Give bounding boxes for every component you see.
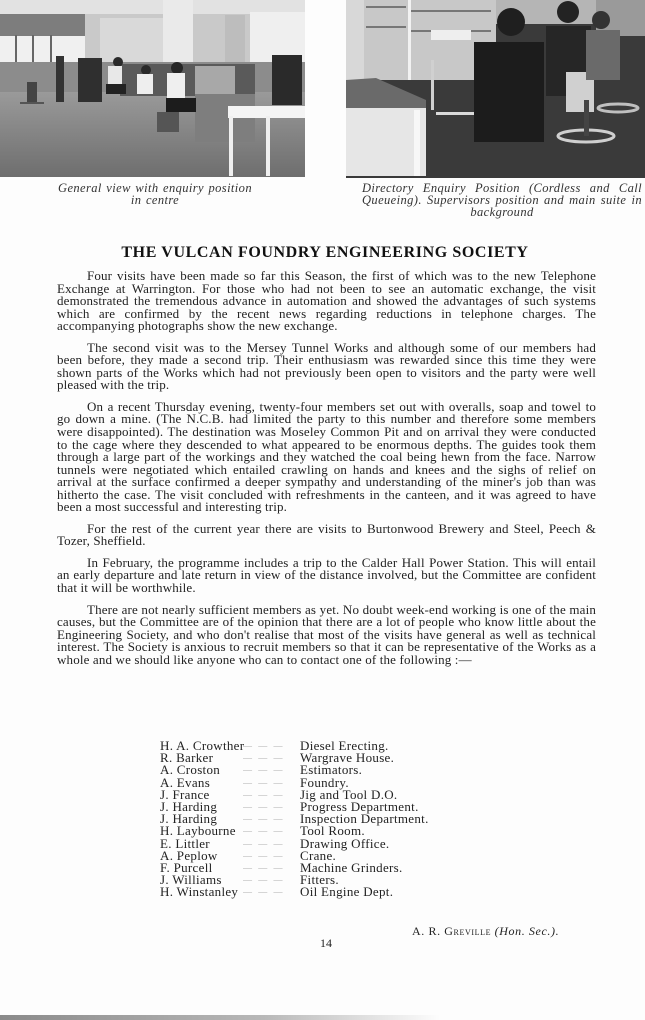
leader-dots: — — — <box>243 850 285 861</box>
contact-department: Oil Engine Dept. <box>300 884 394 900</box>
leader-dots: — — — <box>243 887 285 898</box>
photo-caption-left <box>20 182 290 206</box>
contact-name: J. France <box>160 786 210 802</box>
paragraph-calder-hall: In February, the programme includes a trip to the Calder Hall Power Station. This will entail an early departure and late return in view of the distance involved, but the Committee are confident that it will be worthwhile. <box>57 554 596 596</box>
contact-name: A. Croston <box>160 762 221 778</box>
leader-dots: — — — <box>243 741 285 751</box>
paragraph-mersey-tunnel: The second visit was to the Mersey Tunnel Works and although some of our members had been before, they made a second trip. Their enthusiasm was rewarded since this time they were shown parts of the Works which had not previously been open to visitors and the party were well pleased with the trip. <box>57 339 596 393</box>
photo-caption-left-line1: General view with enquiry position <box>58 181 252 195</box>
contact-department: Fitters. <box>300 872 339 888</box>
leader-dots: — — — <box>243 777 285 788</box>
leader-dots: — — — <box>243 789 285 800</box>
contact-department: Diesel Erecting. <box>300 738 389 753</box>
contact-department: Inspection Department. <box>300 811 429 827</box>
paragraph-recruitment: There are not nearly sufficient members as yet. No doubt week-end working is one of the main causes, but the Committee are of the opinion that there are a lot of people who know little about the Engineering Society, and who don't realise that most of the visits have general as well as technical interest. The Society is anxious to recruit members so that it can be representative of the Works as a whole and we should like anyone who can to contact one of the following :— <box>57 601 596 667</box>
leader-dots: — — — <box>243 862 285 873</box>
paragraph-future-visits: For the rest of the current year there are visits to Burtonwood Brewery and Steel, Peech & Tozer, Sheffield. <box>57 520 596 549</box>
photo-caption-left-line2: in centre <box>130 193 180 207</box>
contact-name: J. Harding <box>160 811 218 827</box>
photo-exchange-general-view-image <box>0 0 305 177</box>
signature-name: A. R. Greville <box>412 924 492 938</box>
contact-department: Machine Grinders. <box>300 859 403 875</box>
contact-department: Progress Department. <box>300 798 419 814</box>
leader-dots: — — — <box>243 753 285 764</box>
contact-name: E. Littler <box>160 835 210 851</box>
contact-name: J. Williams <box>160 872 222 888</box>
article-body <box>57 270 596 675</box>
photo-caption-right: Directory Enquiry Position (Cordless and Call Queueing). Supervisors position and main suite in background <box>362 181 642 219</box>
article-title: THE VULCAN FOUNDRY ENGINEERING SOCIETY <box>121 244 529 261</box>
contact-name: A. Evans <box>160 774 211 790</box>
contact-name: H. Winstanley <box>160 884 239 900</box>
leader-dots: — — — <box>243 801 285 812</box>
leader-dots: — — — <box>243 765 285 776</box>
photo-directory-enquiry-image <box>346 0 645 178</box>
photo-exchange-general-view <box>0 0 305 177</box>
contact-department: Jig and Tool D.O. <box>300 786 398 802</box>
contact-name: R. Barker <box>160 750 214 766</box>
leader-dots: — — — <box>243 838 285 849</box>
contact-department: Wargrave House. <box>300 750 395 766</box>
contact-name: F. Purcell <box>160 859 213 875</box>
page-bottom-edge <box>0 1015 440 1020</box>
contact-name: H. A. Crowther <box>160 738 245 753</box>
contact-department: Drawing Office. <box>300 835 390 851</box>
paragraph-telephone-exchange: Four visits have been made so far this Season, the first of which was to the new Telephone Exchange at Warrington. For those who had not been to see an automatic exchange, the visit demonstrated the tremendous advance in automation and showed the advantages of such systems which are confirmed by the recent news regarding reductions in telephone charges. The accompanying photographs show the new exchange. <box>57 268 596 334</box>
paragraph-mine-visit: On a recent Thursday evening, twenty-four members set out with overalls, soap and towel to go down a mine. (The N.C.B. had limited the party to this number and therefore some members were disappointed). The destination was Moseley Common Pit and on arrival they were conducted to the cage where they descended to what appeared to be enormous depths. The guides took them through a large part of the workings and they watched the coal being hewn from the face. Narrow tunnels were negotiated which entailed crawling on hands and knees and the sighs of relief on arrival at the surface confirmed a deeper sympathy and understanding of the miner's job than was hitherto the case. The visit concluded with refreshments in the canteen, and it was agreed to have been a most successful and interesting trip. <box>57 398 596 515</box>
contact-name: J. Harding <box>160 798 218 814</box>
signature <box>412 924 559 939</box>
photo-directory-enquiry-position <box>346 0 645 178</box>
contact-name: H. Laybourne <box>160 823 236 839</box>
contact-row <box>160 886 500 898</box>
contact-department: Estimators. <box>300 762 363 778</box>
leader-dots: — — — <box>243 875 285 886</box>
page-number: 14 <box>320 936 332 950</box>
contact-department: Foundry. <box>300 774 349 790</box>
contact-name: A. Peplow <box>160 847 218 863</box>
leader-dots: — — — <box>243 826 285 837</box>
contact-department: Tool Room. <box>300 823 365 839</box>
contact-department: Crane. <box>300 847 337 863</box>
signature-role: (Hon. Sec.). <box>494 924 560 938</box>
leader-dots: — — — <box>243 814 285 825</box>
contact-list <box>160 740 500 898</box>
